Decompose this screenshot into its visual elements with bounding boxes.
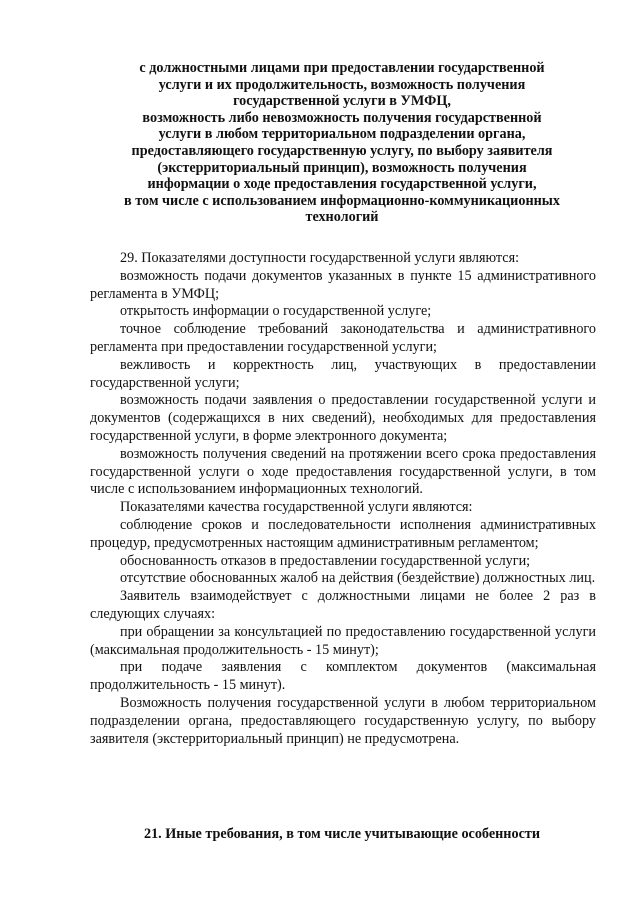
section-title: 21. Иные требования, в том числе учитывающие особенности <box>143 826 541 842</box>
paragraph-quality-intro: Показателями качества государственной услуги являются: <box>120 499 473 516</box>
paragraph-interactions: Заявитель взаимодействует с должностными лицами не более 2 раз в следующих случаях: <box>90 588 596 622</box>
heading-line: (экстерриториальный принцип), возможность получения <box>157 159 527 176</box>
section-heading <box>88 60 596 226</box>
paragraph-extraterritorial: Возможность получения государственной услуги в любом территориальном подразделении органа, предоставляющего государственную услугу, по выбору заявителя (экстерриториальный принцип) не предусмотрена. <box>90 694 596 747</box>
document-body <box>90 250 596 748</box>
paragraph-compliance: точное соблюдение требований законодательства и административного регламента при предоставлении государственной услуги; <box>90 321 596 355</box>
heading-line: в том числе с использованием информационно-коммуникационных <box>124 192 560 209</box>
paragraph-openness: открытость информации о государственной услуге; <box>120 303 432 320</box>
paragraph-submission-umfc: возможность подачи документов указанных в пункте 15 административного регламента в УМФЦ; <box>90 267 596 302</box>
heading-line: информации о ходе предоставления государственной услуги, <box>147 176 537 193</box>
heading-line: технологий <box>305 209 379 226</box>
paragraph-availability-intro: 29. Показателями доступности государственной услуги являются: <box>120 250 520 266</box>
paragraph-politeness: вежливость и корректность лиц, участвующих в предоставлении государственной услуги; <box>90 356 596 391</box>
heading-line: государственной услуги в УМФЦ, <box>233 93 451 110</box>
paragraph-application: при подаче заявления с комплектом документов (максимальная продолжительность - 15 минут). <box>90 659 596 694</box>
paragraph-deadlines: соблюдение сроков и последовательности исполнения административных процедур, предусмотренных настоящим административным регламентом; <box>90 516 596 551</box>
paragraph-electronic-submission: возможность подачи заявления о предоставлении государственной услуги и документов (содержащихся в них сведений), необходимых для предоставления государственной услуги, в форме электронного документа; <box>90 392 596 444</box>
heading-line: возможность либо невозможность получения государственной <box>142 109 542 126</box>
paragraph-complaints: отсутствие обоснованных жалоб на действия (бездействие) должностных лиц. <box>120 570 596 587</box>
paragraph-progress-info: возможность получения сведений на протяжении всего срока предоставления государственной услуги о ходе предоставления государственной услуги, в том числе с использованием информационных технологий. <box>90 445 596 498</box>
heading-line: услуги и их продолжительность, возможность получения <box>158 76 526 93</box>
paragraph-consultation: при обращении за консультацией по предоставлению государственной услуги (максимальная продолжительность - 15 минут); <box>90 623 596 658</box>
heading-line: предоставляющего государственную услугу, по выбору заявителя <box>131 142 553 159</box>
paragraph-refusals: обоснованность отказов в предоставлении государственной услуги; <box>120 552 531 569</box>
heading-line: услуги в любом территориальном подразделении органа, <box>158 126 526 143</box>
heading-line: с должностными лицами при предоставлении государственной <box>139 60 545 76</box>
